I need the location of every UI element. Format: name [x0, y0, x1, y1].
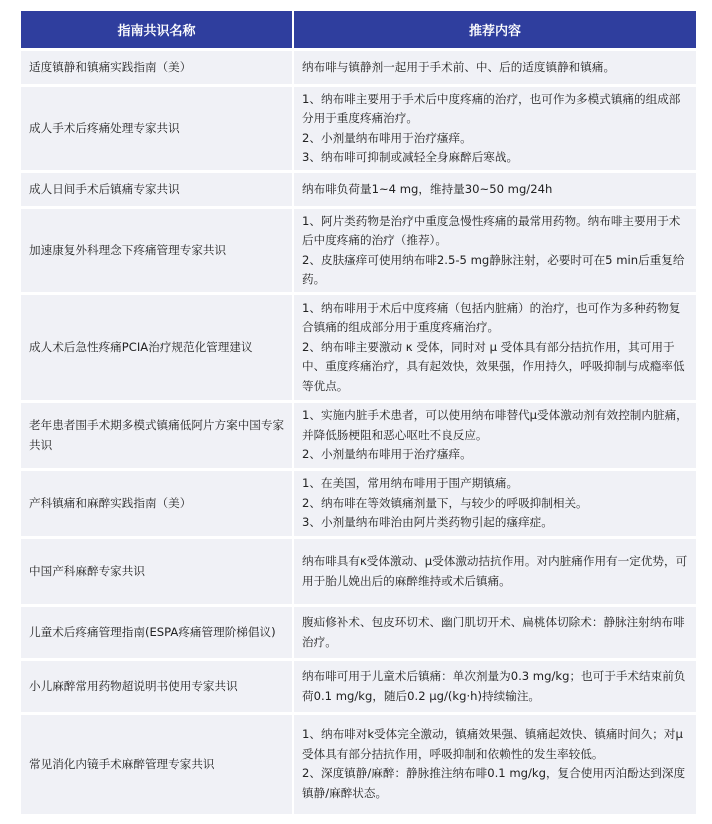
recommendation-line: 1、在美国，常用纳布啡用于围产期镇痛。 — [302, 476, 519, 491]
recommendation-cell — [293, 606, 696, 660]
guideline-name-cell: 常见消化内镜手术麻醉管理专家共识 — [21, 714, 293, 814]
recommendation-line: 纳布啡与镇静剂一起用于手术前、中、后的适度镇静和镇痛。 — [302, 59, 616, 74]
recommendation-cell — [293, 50, 696, 86]
recommendation-cell — [293, 660, 696, 714]
header-guideline-name: 指南共识名称 — [21, 11, 293, 50]
table-row — [21, 606, 696, 660]
guideline-name-cell: 小儿麻醉常用药物超说明书使用专家共识 — [21, 660, 293, 714]
guideline-table — [21, 11, 696, 814]
recommendation-line: 纳布啡可用于儿童术后镇痛：单次剂量为0.3 mg/kg；也可于手术结束前负荷0.1 mg/kg，随后0.2 μg/(kg·h)持续输注。 — [302, 669, 686, 703]
recommendation-cell — [293, 208, 696, 294]
table-row — [21, 660, 696, 714]
guideline-name-cell: 老年患者围手术期多模式镇痛低阿片方案中国专家共识 — [21, 402, 293, 470]
guideline-name-cell: 成人术后急性疼痛PCIA治疗规范化管理建议 — [21, 294, 293, 402]
guideline-table-container — [21, 11, 696, 814]
recommendation-line: 2、纳布啡在等效镇痛剂量下，与较少的呼吸抑制相关。 — [302, 495, 588, 510]
table-row — [21, 86, 696, 172]
guideline-name-cell: 成人手术后疼痛处理专家共识 — [21, 86, 293, 172]
guideline-name-cell: 中国产科麻醉专家共识 — [21, 538, 293, 606]
recommendation-line: 2、小剂量纳布啡用于治疗瘙痒。 — [302, 130, 472, 145]
recommendation-line: 3、纳布啡可抑制或减轻全身麻醉后寒战。 — [302, 150, 519, 164]
table-row — [21, 470, 696, 538]
recommendation-cell — [293, 86, 696, 172]
recommendation-line: 1、纳布啡对k受体完全激动，镇痛效果强、镇痛起效快、镇痛时间久；对μ受体具有部分拮抗作用，呼吸抑制和依赖性的发生率较低。 — [302, 727, 683, 761]
guideline-name-cell: 适度镇静和镇痛实践指南（美） — [21, 50, 293, 86]
recommendation-cell — [293, 538, 696, 606]
table-row — [21, 538, 696, 606]
recommendation-line: 纳布啡负荷量1~4 mg，维持量30~50 mg/24h — [302, 181, 553, 196]
recommendation-line: 1、纳布啡用于术后中度疼痛（包括内脏痛）的治疗，也可作为多种药物复合镇痛的组成部分用于重度疼痛治疗。 — [302, 300, 681, 335]
recommendation-line: 2、纳布啡主要激动 κ 受体，同时对 μ 受体具有部分拮抗作用，其可用于中、重度疼痛治疗，具有起效快，效果强，作用持久，呼吸抑制与成瘾率低等优点。 — [302, 339, 685, 393]
recommendation-cell — [293, 402, 696, 470]
recommendation-line: 1、实施内脏手术患者，可以使用纳布啡替代μ受体激动剂有效控制内脏痛，并降低肠梗阻和恶心呕吐不良反应。 — [302, 408, 688, 442]
recommendation-line: 2、深度镇静/麻醉：静脉推注纳布啡0.1 mg/kg，复合使用丙泊酚达到深度镇静/麻醉状态。 — [302, 766, 686, 800]
recommendation-cell — [293, 714, 696, 814]
table-body — [21, 50, 696, 814]
recommendation-line: 2、小剂量纳布啡用于治疗瘙痒。 — [302, 447, 472, 462]
recommendation-cell — [293, 470, 696, 538]
guideline-name-cell: 儿童术后疼痛管理指南(ESPA疼痛管理阶梯倡议) — [21, 606, 293, 660]
table-header — [21, 11, 696, 50]
recommendation-line: 2、皮肤瘙痒可使用纳布啡2.5-5 mg静脉注射，必要时可在5 min后重复给药。 — [302, 252, 685, 286]
recommendation-line: 1、纳布啡主要用于手术后中度疼痛的治疗，也可作为多模式镇痛的组成部分用于重度疼痛治疗。 — [302, 91, 681, 125]
header-row — [21, 11, 696, 50]
recommendation-line: 3、小剂量纳布啡治由阿片类药物引起的瘙痒症。 — [302, 515, 553, 530]
guideline-name-cell: 加速康复外科理念下疼痛管理专家共识 — [21, 208, 293, 294]
table-row — [21, 208, 696, 294]
recommendation-cell — [293, 294, 696, 402]
header-recommendation: 推荐内容 — [293, 11, 696, 50]
guideline-name-cell: 产科镇痛和麻醉实践指南（美） — [21, 470, 293, 538]
table-row — [21, 50, 696, 86]
table-row — [21, 172, 696, 208]
table-row — [21, 402, 696, 470]
recommendation-line: 1、阿片类药物是治疗中重度急慢性疼痛的最常用药物。纳布啡主要用于术后中度疼痛的治疗（推荐）。 — [302, 213, 681, 247]
table-row — [21, 294, 696, 402]
recommendation-line: 纳布啡具有κ受体激动、μ受体激动拮抗作用。对内脏痛作用有一定优势，可用于胎儿娩出后的麻醉维持或术后镇痛。 — [302, 554, 688, 588]
guideline-name-cell: 成人日间手术后镇痛专家共识 — [21, 172, 293, 208]
table-row — [21, 714, 696, 814]
recommendation-cell — [293, 172, 696, 208]
recommendation-line: 腹疝修补术、包皮环切术、幽门肌切开术、扁桃体切除术：静脉注射纳布啡治疗。 — [302, 615, 685, 649]
